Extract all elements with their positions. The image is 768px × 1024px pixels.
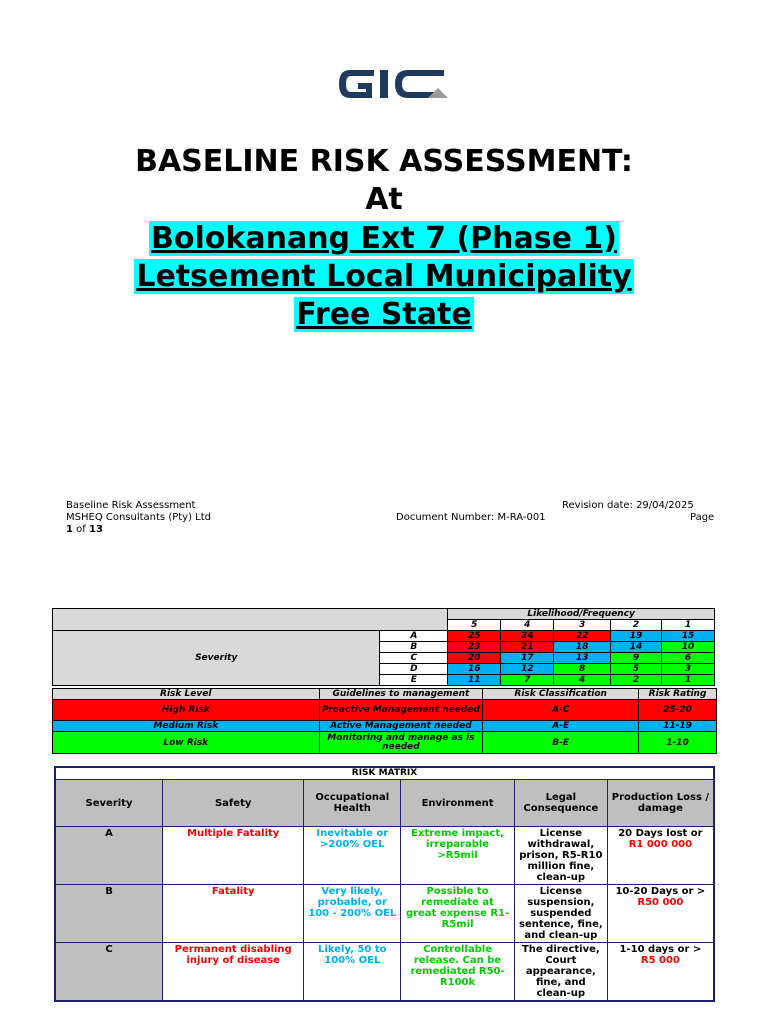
title-province: Free State [296,297,472,332]
title-location: Bolokanang Ext 7 (Phase 1) [151,221,617,256]
matrix-cell: 15 [662,631,715,642]
legal-cell: License suspension, suspended sentence, fine, and clean-up [514,885,607,943]
safety-cell: Fatality [163,885,304,943]
classification-low: B-E [483,732,639,754]
matrix-cell: 10 [662,642,715,653]
likelihood-matrix [52,608,715,686]
likelihood-col: 3 [554,620,611,631]
legend-header: Risk Rating [639,689,717,700]
severity-row-label: A [380,631,448,642]
matrix-cell: 19 [611,631,662,642]
page-indicator: 1 of 13 [66,524,103,535]
matrix-cell: 9 [611,653,662,664]
matrix-cell: 1 [662,675,715,686]
matrix-cell: 8 [554,664,611,675]
revision-date: Revision date: 29/04/2025 [562,500,694,511]
matrix-cell: 3 [662,664,715,675]
col-header-environment: Environment [401,780,515,827]
risk-level-low: Low Risk [53,732,320,754]
production-cell: 1-10 days or > R5 000 [607,943,714,1002]
doc-name: Baseline Risk Assessment [66,500,196,511]
table-row [55,885,714,943]
matrix-cell: 2 [611,675,662,686]
guideline-low: Monitoring and manage as is needed [319,732,483,754]
risk-matrix-table [54,766,715,1002]
risk-legend-table [52,688,717,754]
matrix-cell: 17 [501,653,554,664]
matrix-cell: 5 [611,664,662,675]
classification-medium: A-E [483,721,639,732]
matrix-cell: 20 [448,653,501,664]
col-header-health: Occupational Health [304,780,401,827]
matrix-cell: 6 [662,653,715,664]
guideline-medium: Active Management needed [319,721,483,732]
page-label: Page [690,512,715,523]
rating-high: 25-20 [639,700,717,721]
logo-text: GIC [336,64,338,65]
rating-medium: 11-19 [639,721,717,732]
matrix-cell: 21 [501,642,554,653]
likelihood-col: 1 [662,620,715,631]
matrix-cell: 4 [554,675,611,686]
health-cell: Inevitable or >200% OEL [304,827,401,885]
matrix-cell: 16 [448,664,501,675]
severity-row-label: C [380,653,448,664]
col-header-safety: Safety [163,780,304,827]
safety-cell: Multiple Fatality [163,827,304,885]
legend-header: Risk Classification [483,689,639,700]
production-cell: 20 Days lost or R1 000 000 [607,827,714,885]
guideline-high: Proactive Management needed [319,700,483,721]
legal-cell: License withdrawal, prison, R5-R10 million fine, clean-up [514,827,607,885]
severity-cell: B [55,885,163,943]
environment-cell: Possible to remediate at great expense R1-R5mil [401,885,515,943]
matrix-cell: 18 [554,642,611,653]
col-header-severity: Severity [55,780,163,827]
severity-label: Severity [53,631,380,686]
company-name: MSHEQ Consultants (Pty) Ltd [66,512,212,523]
severity-row-label: D [380,664,448,675]
health-cell: Likely, 50 to 100% OEL [304,943,401,1002]
title-line-1: BASELINE RISK ASSESSMENT: [135,144,633,179]
severity-cell: C [55,943,163,1002]
likelihood-col: 5 [448,620,501,631]
environment-cell: Controllable release. Can be remediated R50-R100k [401,943,515,1002]
matrix-cell: 11 [448,675,501,686]
risk-level-medium: Medium Risk [53,721,320,732]
matrix-cell: 22 [554,631,611,642]
gic-logo [336,64,448,104]
table-row [55,827,714,885]
col-header-production: Production Loss / damage [607,780,714,827]
rating-low: 1-10 [639,732,717,754]
matrix-cell: 12 [501,664,554,675]
environment-cell: Extreme impact, irreparable >R5mil [401,827,515,885]
legal-cell: The directive, Court appearance, fine, and clean-up [514,943,607,1002]
matrix-cell: 23 [448,642,501,653]
safety-cell: Permanent disabling injury of disease [163,943,304,1002]
likelihood-col: 2 [611,620,662,631]
table-row [55,943,714,1002]
health-cell: Very likely, probable, or 100 - 200% OEL [304,885,401,943]
severity-row-label: E [380,675,448,686]
title-municipality: Letsement Local Municipality [136,259,632,294]
matrix-cell: 14 [611,642,662,653]
title-line-2: At [365,182,403,217]
severity-cell: A [55,827,163,885]
legend-header: Risk Level [53,689,320,700]
document-number: Document Number: M-RA-001 [396,512,546,523]
matrix-cell: 24 [501,631,554,642]
production-cell: 10-20 Days or > R50 000 [607,885,714,943]
matrix-cell: 13 [554,653,611,664]
classification-high: A-C [483,700,639,721]
likelihood-title: Likelihood/Frequency [448,609,715,620]
legend-header: Guidelines to management [319,689,483,700]
col-header-legal: Legal Consequence [514,780,607,827]
likelihood-col: 4 [501,620,554,631]
risk-level-high: High Risk [53,700,320,721]
risk-matrix-title: RISK MATRIX [55,767,714,780]
matrix-cell: 25 [448,631,501,642]
severity-row-label: B [380,642,448,653]
matrix-cell: 7 [501,675,554,686]
